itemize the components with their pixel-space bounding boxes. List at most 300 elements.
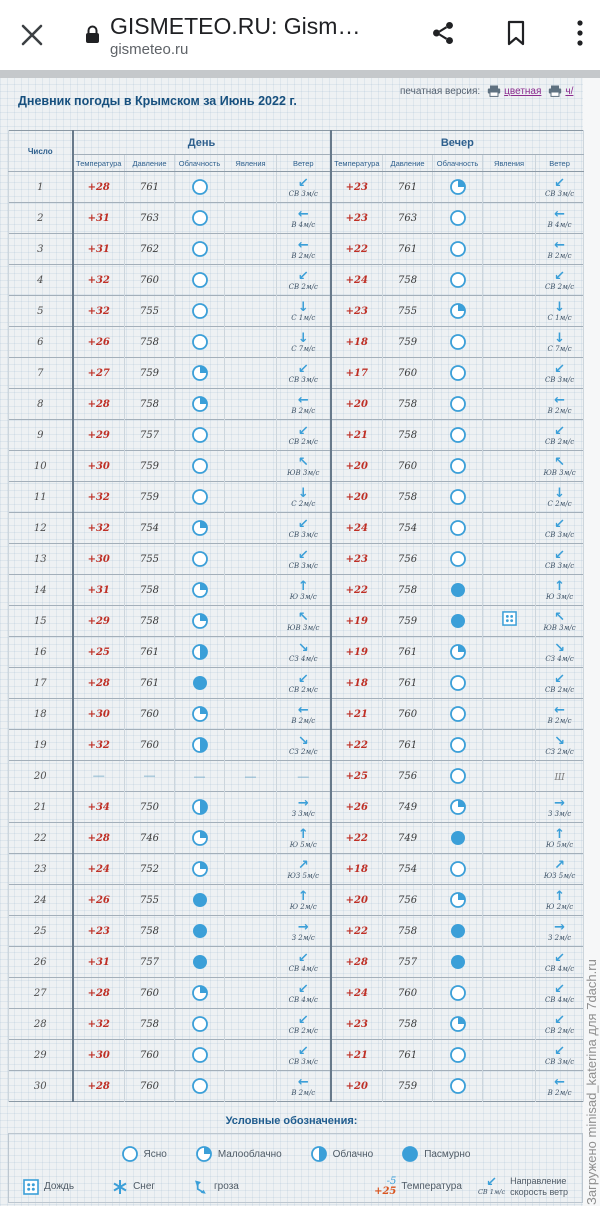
cell-cloudiness — [175, 451, 225, 482]
cell-temperature: +23 — [331, 296, 383, 327]
wind-label: В 2м/с — [547, 716, 572, 725]
wind-arrow: ↙ — [554, 175, 566, 191]
cell-temperature: +31 — [73, 575, 125, 606]
cell-cloudiness — [175, 916, 225, 947]
wind-arrow: ↙ — [554, 1012, 566, 1028]
cell-phenomena — [225, 234, 277, 265]
cell-pressure: 761 — [383, 1040, 433, 1071]
cell-date: 3 — [9, 234, 73, 265]
cell-temperature: +18 — [331, 668, 383, 699]
cell-wind — [536, 668, 584, 699]
page-divider — [0, 70, 600, 78]
wind-arrow: ← — [297, 1074, 309, 1090]
cell-temperature: +31 — [73, 947, 125, 978]
wind-label: СВ 3м/с — [288, 561, 318, 570]
wind-label: ЮВ 3м/с — [287, 468, 320, 477]
wind-label: СВ 3м/с — [544, 530, 575, 539]
cell-temperature: +20 — [331, 389, 383, 420]
browser-topbar — [0, 0, 600, 70]
header-phenomena: Явления — [483, 155, 536, 172]
cell-pressure: 755 — [125, 544, 175, 575]
cell-phenomena — [225, 947, 277, 978]
cell-wind — [277, 482, 331, 513]
cell-phenomena — [225, 885, 277, 916]
cell-cloudiness — [433, 730, 483, 761]
cell-pressure: — — [125, 761, 175, 792]
cloud-partly-icon — [449, 1015, 467, 1033]
cell-phenomena — [483, 358, 536, 389]
wind-label: СЗ 2м/с — [289, 747, 318, 756]
cell-cloudiness — [175, 637, 225, 668]
cell-temperature: — — [73, 761, 125, 792]
cell-date: 1 — [9, 172, 73, 203]
wind-label: В 2м/с — [291, 716, 316, 725]
cell-pressure: 761 — [383, 637, 433, 668]
wind-arrow: ↑ — [554, 826, 566, 842]
wind-label: С 1м/с — [291, 313, 316, 322]
cloud-clear-icon — [191, 209, 209, 227]
cell-cloudiness — [433, 947, 483, 978]
cell-date: 17 — [9, 668, 73, 699]
cell-cloudiness — [175, 668, 225, 699]
cell-wind — [536, 544, 584, 575]
wind-label: СВ 4м/с — [544, 964, 575, 973]
cell-cloudiness — [433, 420, 483, 451]
wind-arrow: → — [297, 795, 309, 811]
share-icon[interactable] — [430, 20, 456, 51]
cell-phenomena — [483, 978, 536, 1009]
cell-wind — [277, 854, 331, 885]
cell-phenomena — [225, 265, 277, 296]
cell-phenomena — [483, 172, 536, 203]
cell-temperature: +22 — [331, 916, 383, 947]
cell-pressure: 758 — [383, 265, 433, 296]
cell-temperature: +28 — [73, 823, 125, 854]
cell-wind — [536, 234, 584, 265]
cell-phenomena — [483, 234, 536, 265]
cell-temperature: +32 — [73, 730, 125, 761]
wind-label: СВ 3м/с — [288, 530, 318, 539]
wind-arrow: ↙ — [554, 268, 566, 284]
cloud-clear-icon — [191, 302, 209, 320]
cell-temperature: +23 — [331, 203, 383, 234]
table-row — [9, 358, 584, 389]
cell-phenomena — [483, 606, 536, 637]
cell-temperature: +23 — [331, 172, 383, 203]
table-row — [9, 1071, 584, 1102]
cell-date: 19 — [9, 730, 73, 761]
cell-phenomena — [483, 761, 536, 792]
wind-label: ЮЗ 5м/с — [287, 871, 320, 880]
cell-temperature: +28 — [331, 947, 383, 978]
cell-cloudiness — [433, 482, 483, 513]
cell-phenomena — [483, 1071, 536, 1102]
header-temp: Температура — [331, 155, 383, 172]
cloud-clear-icon — [191, 1077, 209, 1095]
cloud-clear-icon — [449, 209, 467, 227]
wind-arrow: ↓ — [554, 485, 566, 501]
wind-label: СВ 3м/с — [288, 375, 318, 384]
cell-cloudiness — [433, 1040, 483, 1071]
cell-phenomena — [225, 544, 277, 575]
cell-date: 5 — [9, 296, 73, 327]
cell-temperature: +23 — [331, 1009, 383, 1040]
wind-arrow: ↙ — [554, 516, 566, 532]
cloud-cloudy-icon — [191, 736, 209, 754]
table-row — [9, 885, 584, 916]
table-row — [9, 296, 584, 327]
wind-label: ЮВ 3м/с — [287, 623, 320, 632]
cell-pressure: 757 — [125, 420, 175, 451]
legend-cloudy: Облачно — [310, 1145, 374, 1163]
cell-wind — [536, 885, 584, 916]
cell-phenomena — [225, 1009, 277, 1040]
cell-phenomena — [225, 389, 277, 420]
cell-date: 23 — [9, 854, 73, 885]
cell-cloudiness — [175, 823, 225, 854]
cell-wind — [277, 544, 331, 575]
cell-temperature: +32 — [73, 513, 125, 544]
cloud-clear-icon — [449, 1046, 467, 1064]
cloud-overcast-icon — [401, 1145, 419, 1163]
wind-label: СВ 4м/с — [288, 964, 318, 973]
cloud-partly-icon — [191, 984, 209, 1002]
cell-wind — [277, 451, 331, 482]
cell-wind — [536, 389, 584, 420]
table-row — [9, 606, 584, 637]
cell-cloudiness — [433, 668, 483, 699]
wind-label: З 2м/с — [548, 933, 572, 942]
cell-wind — [536, 420, 584, 451]
cell-wind — [277, 947, 331, 978]
cell-temperature: +32 — [73, 265, 125, 296]
wind-arrow: ↙ — [297, 1043, 309, 1059]
cell-pressure: 758 — [125, 916, 175, 947]
cell-cloudiness — [175, 978, 225, 1009]
cell-pressure: 761 — [125, 668, 175, 699]
cell-pressure: 757 — [125, 947, 175, 978]
watermark-text: Загружено minisad_katerina для 7dach.ru — [584, 959, 599, 1205]
wind-arrow: ← — [554, 237, 566, 253]
table-row — [9, 978, 584, 1009]
cell-pressure: 761 — [383, 730, 433, 761]
cell-pressure: 758 — [125, 327, 175, 358]
cell-wind — [277, 265, 331, 296]
table-row — [9, 172, 584, 203]
wind-label: З 3м/с — [291, 809, 315, 818]
wind-label: СВ 3м/с — [544, 561, 575, 570]
cell-date: 13 — [9, 544, 73, 575]
wind-label: З 2м/с — [291, 933, 315, 942]
cell-phenomena: — — [225, 761, 277, 792]
cell-temperature: +30 — [73, 451, 125, 482]
cell-phenomena — [225, 513, 277, 544]
cell-wind — [536, 823, 584, 854]
wind-label: Ю 2м/с — [546, 902, 574, 911]
cloud-overcast-icon — [449, 829, 467, 847]
table-row — [9, 699, 584, 730]
cell-cloudiness — [175, 265, 225, 296]
cell-date: 11 — [9, 482, 73, 513]
table-row — [9, 265, 584, 296]
cell-date: 26 — [9, 947, 73, 978]
cell-phenomena — [225, 358, 277, 389]
wind-arrow: ↑ — [297, 578, 309, 594]
cell-phenomena — [225, 823, 277, 854]
cell-wind — [277, 885, 331, 916]
cell-pressure: 749 — [383, 823, 433, 854]
wind-arrow: ↙ — [554, 423, 566, 439]
wind-arrow: ↑ — [297, 826, 309, 842]
table-row — [9, 637, 584, 668]
cell-phenomena — [225, 792, 277, 823]
wind-label: В 2м/с — [547, 251, 572, 260]
cell-temperature: +28 — [73, 978, 125, 1009]
wind-arrow: ↙ — [554, 361, 566, 377]
wind-label: Ю 2м/с — [289, 902, 317, 911]
wind-arrow: ↙ — [297, 547, 309, 563]
cell-temperature: +29 — [73, 420, 125, 451]
wind-arrow: ← — [297, 392, 309, 408]
cell-cloudiness — [433, 296, 483, 327]
cell-temperature: +17 — [331, 358, 383, 389]
close-icon[interactable] — [16, 19, 48, 51]
cell-pressure: 761 — [383, 668, 433, 699]
cell-temperature: +20 — [331, 451, 383, 482]
cell-date: 14 — [9, 575, 73, 606]
overflow-menu-icon[interactable] — [576, 19, 584, 52]
wind-label: С 7м/с — [291, 344, 316, 353]
cloud-clear-icon — [191, 457, 209, 475]
cell-temperature: +23 — [331, 544, 383, 575]
cloud-cloudy-icon — [191, 643, 209, 661]
cell-temperature: +20 — [331, 1071, 383, 1102]
cell-pressure: 756 — [383, 885, 433, 916]
wind-label: СВ 4м/с — [288, 995, 318, 1004]
cell-date: 4 — [9, 265, 73, 296]
cell-cloudiness — [175, 1071, 225, 1102]
lock-icon[interactable] — [84, 25, 101, 45]
cell-temperature: +28 — [73, 389, 125, 420]
calm-label: Ш — [554, 773, 565, 783]
cloud-clear-icon — [449, 364, 467, 382]
cell-date: 12 — [9, 513, 73, 544]
wind-arrow: → — [297, 919, 309, 935]
wind-arrow: ↙ — [554, 547, 566, 563]
wind-arrow: ↖ — [297, 609, 309, 625]
cell-phenomena — [483, 637, 536, 668]
cell-wind — [277, 1040, 331, 1071]
cell-wind — [536, 761, 584, 792]
cell-wind — [277, 792, 331, 823]
cell-cloudiness — [433, 1071, 483, 1102]
cell-date: 9 — [9, 420, 73, 451]
cell-phenomena — [483, 265, 536, 296]
cell-pressure: 758 — [383, 916, 433, 947]
cell-temperature: +26 — [331, 792, 383, 823]
wind-arrow: ← — [297, 206, 309, 222]
cell-pressure: 758 — [125, 389, 175, 420]
cell-wind — [536, 265, 584, 296]
cell-temperature: +25 — [73, 637, 125, 668]
cloud-clear-icon — [449, 705, 467, 723]
wind-arrow: ↗ — [554, 857, 566, 873]
cloud-clear-icon — [191, 271, 209, 289]
cell-cloudiness — [433, 854, 483, 885]
table-row — [9, 792, 584, 823]
legend-wind: ↙ СВ 1м/с Направление скорость ветр — [477, 1175, 568, 1197]
tab-title: GISMETEO.RU: Gism… — [110, 12, 361, 39]
cloud-clear-icon — [191, 1015, 209, 1033]
cell-pressure: 758 — [383, 575, 433, 606]
wind-arrow: → — [554, 795, 566, 811]
cell-phenomena — [225, 203, 277, 234]
cell-cloudiness — [433, 265, 483, 296]
wind-label: В 2м/с — [291, 251, 316, 260]
cloud-overcast-icon — [191, 891, 209, 909]
wind-label: СВ 2м/с — [544, 282, 575, 291]
print-bw-link[interactable]: ч/ — [548, 85, 573, 97]
cell-pressure: 758 — [383, 482, 433, 513]
cell-wind — [277, 575, 331, 606]
wind-label: В 2м/с — [291, 406, 316, 415]
cell-temperature: +24 — [73, 854, 125, 885]
table-row — [9, 916, 584, 947]
wind-label: СВ 2м/с — [544, 1026, 575, 1035]
legend-rain: Дождь — [23, 1179, 74, 1195]
cloud-partly-icon — [191, 364, 209, 382]
cell-wind — [536, 947, 584, 978]
cell-wind — [536, 854, 584, 885]
cell-wind — [277, 172, 331, 203]
cell-wind — [277, 358, 331, 389]
cloud-clear-icon — [449, 488, 467, 506]
cell-cloudiness — [175, 885, 225, 916]
cell-temperature: +34 — [73, 792, 125, 823]
cell-date: 20 — [9, 761, 73, 792]
wind-label: СВ 3м/с — [544, 375, 575, 384]
header-phenomena: Явления — [225, 155, 277, 172]
cell-date: 10 — [9, 451, 73, 482]
cell-phenomena — [483, 203, 536, 234]
cell-phenomena — [483, 544, 536, 575]
cell-pressure: 759 — [125, 482, 175, 513]
cell-phenomena — [483, 389, 536, 420]
cell-pressure: 760 — [125, 730, 175, 761]
header-cloudiness: Облачность — [175, 155, 225, 172]
cell-date: 27 — [9, 978, 73, 1009]
cell-pressure: 754 — [383, 854, 433, 885]
cell-pressure: 756 — [383, 544, 433, 575]
cell-phenomena — [225, 420, 277, 451]
cell-wind — [536, 792, 584, 823]
cell-wind — [536, 513, 584, 544]
cell-date: 18 — [9, 699, 73, 730]
cloud-overcast-icon — [191, 922, 209, 940]
cell-pressure: 760 — [125, 1040, 175, 1071]
cloud-cloudy-icon — [310, 1145, 328, 1163]
wind-label: В 4м/с — [547, 220, 572, 229]
cloud-overcast-icon — [449, 922, 467, 940]
cloud-clear-icon — [449, 860, 467, 878]
cell-date: 22 — [9, 823, 73, 854]
cell-cloudiness — [433, 172, 483, 203]
cell-phenomena — [483, 823, 536, 854]
wind-arrow: ↓ — [554, 299, 566, 315]
print-color-link[interactable]: цветная — [487, 85, 541, 97]
cell-wind — [536, 203, 584, 234]
wind-label: СВ 3м/с — [288, 1057, 318, 1066]
weather-diary-page — [0, 70, 600, 1206]
cell-temperature: +20 — [331, 482, 383, 513]
cell-pressure: 760 — [125, 265, 175, 296]
cell-temperature: +30 — [73, 699, 125, 730]
cell-wind — [536, 296, 584, 327]
wind-arrow: ↙ — [297, 516, 309, 532]
cell-wind — [536, 358, 584, 389]
wind-label: Ю 3м/с — [289, 592, 317, 601]
cell-cloudiness — [433, 451, 483, 482]
cell-cloudiness — [175, 606, 225, 637]
cell-cloudiness — [433, 358, 483, 389]
cell-pressure: 760 — [383, 451, 433, 482]
legend-partly: Малооблачно — [195, 1145, 282, 1163]
cell-temperature: +32 — [73, 296, 125, 327]
cell-phenomena — [225, 1071, 277, 1102]
cell-wind — [277, 606, 331, 637]
wind-label: С 1м/с — [547, 313, 572, 322]
cloud-partly-icon — [449, 178, 467, 196]
wind-label: СВ 2м/с — [288, 1026, 318, 1035]
cell-phenomena — [483, 947, 536, 978]
cell-cloudiness — [433, 792, 483, 823]
cell-wind — [536, 637, 584, 668]
cell-phenomena — [483, 451, 536, 482]
cell-temperature: +28 — [73, 668, 125, 699]
bookmark-icon[interactable] — [504, 20, 528, 51]
cell-cloudiness — [433, 203, 483, 234]
cloud-overcast-icon — [191, 953, 209, 971]
table-row — [9, 854, 584, 885]
cell-temperature: +24 — [331, 513, 383, 544]
wind-label: СВ 3м/с — [544, 189, 575, 198]
wind-arrow: ↙ — [297, 981, 309, 997]
cell-phenomena — [225, 482, 277, 513]
cell-cloudiness — [433, 327, 483, 358]
wind-label: СВ 2м/с — [544, 685, 575, 694]
wind-arrow: ↑ — [297, 888, 309, 904]
wind-arrow: ↙ — [297, 268, 309, 284]
cloud-partly-icon — [191, 705, 209, 723]
wind-arrow: ↘ — [554, 733, 566, 749]
weather-table-body — [9, 172, 584, 1102]
cell-phenomena — [483, 885, 536, 916]
cell-phenomena — [225, 916, 277, 947]
wind-arrow: ↘ — [297, 733, 309, 749]
wind-label: СВ 2м/с — [288, 685, 318, 694]
cell-date: 6 — [9, 327, 73, 358]
cloud-overcast-icon — [449, 581, 467, 599]
cloud-partly-icon — [449, 302, 467, 320]
cell-pressure: 763 — [125, 203, 175, 234]
print-version-label: печатная версия: — [400, 85, 481, 97]
cloud-clear-icon — [449, 984, 467, 1002]
cell-phenomena — [483, 730, 536, 761]
wind-label: З 3м/с — [548, 809, 572, 818]
cell-cloudiness — [433, 916, 483, 947]
tab-url: gismeteo.ru — [110, 40, 189, 58]
cell-wind — [277, 978, 331, 1009]
